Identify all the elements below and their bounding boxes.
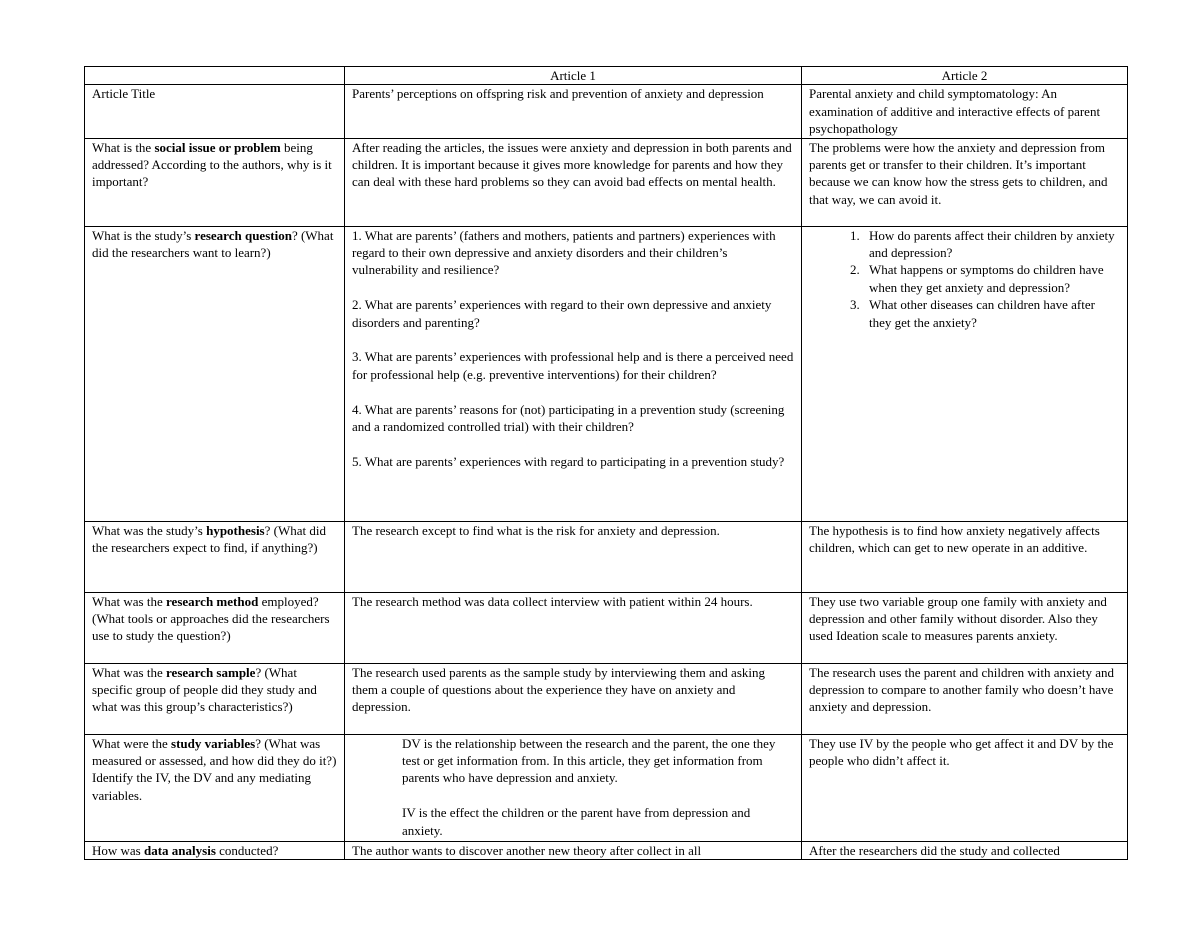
list-item: 3. What other diseases can children have after they get the anxiety? xyxy=(863,296,1120,331)
row-label: What was the research sample? (What specific group of people did they study and what was this group’s characteristics?) xyxy=(85,663,345,734)
article-comparison-table xyxy=(84,66,1128,860)
row-label: What were the study variables? (What was measured or assessed, and how did they do it?) Identify the IV, the DV and any mediating variables. xyxy=(85,734,345,841)
article-1-cell xyxy=(345,226,802,521)
article-1-cell: After reading the articles, the issues were anxiety and depression in both parents and children. It is important because it gives more knowledge for parents and how they can deal with these hard problems so they can avoid bad effects on mental health. xyxy=(345,138,802,226)
table-row-research-method xyxy=(85,592,1128,663)
table-row-study-variables xyxy=(85,734,1128,841)
article-1-cell: The research used parents as the sample study by interviewing them and asking them a couple of questions about the experience they have on anxiety and depression. xyxy=(345,663,802,734)
variable-paragraph: DV is the relationship between the research and the parent, the one they test or get information from. In this article, they get information from parents who have depression and anxiety. xyxy=(402,735,776,786)
article-2-cell: Parental anxiety and child symptomatology: An examination of additive and interactive effects of parent psychopathology xyxy=(802,85,1128,138)
article-1-cell: The research method was data collect interview with patient within 24 hours. xyxy=(345,592,802,663)
header-article-1: Article 1 xyxy=(345,67,802,85)
article-1-cell: Parents’ perceptions on offspring risk and prevention of anxiety and depression xyxy=(345,85,802,138)
question-list xyxy=(809,227,1120,331)
question-paragraph: 4. What are parents’ reasons for (not) participating in a prevention study (screening and a randomized controlled trial) with their children? xyxy=(352,401,785,435)
variable-paragraph: IV is the effect the children or the parent have from depression and anxiety. xyxy=(402,805,751,838)
article-2-cell: They use two variable group one family with anxiety and depression and other family without disorder. Also they used Ideation scale to measures parents anxiety. xyxy=(802,592,1128,663)
row-label: What is the study’s research question? (What did the researchers want to learn?) xyxy=(85,226,345,521)
article-1-cell: The research except to find what is the risk for anxiety and depression. xyxy=(345,521,802,592)
table-row-research-sample xyxy=(85,663,1128,734)
header-empty-cell xyxy=(85,67,345,85)
question-paragraph: 1. What are parents’ (fathers and mothers, patients and partners) experiences with regard to their own depressive and anxiety disorders and their children’s vulnerability and resilience? xyxy=(352,227,776,278)
table-row-hypothesis xyxy=(85,521,1128,592)
row-label: What is the social issue or problem being addressed? According to the authors, why is it important? xyxy=(85,138,345,226)
table-row-research-question xyxy=(85,226,1128,521)
row-label: What was the study’s hypothesis? (What did the researchers expect to find, if anything?) xyxy=(85,521,345,592)
question-paragraph: 5. What are parents’ experiences with regard to participating in a prevention study? xyxy=(352,453,785,469)
article-2-cell: The hypothesis is to find how anxiety negatively affects children, which can get to new operate in an additive. xyxy=(802,521,1128,592)
row-label: Article Title xyxy=(85,85,345,138)
table-row-social-issue xyxy=(85,138,1128,226)
question-paragraph: 2. What are parents’ experiences with regard to their own depressive and anxiety disorders and parenting? xyxy=(352,297,772,330)
article-2-cell: The problems were how the anxiety and depression from parents get or transfer to their children. It’s important because we can know how the stress gets to children, and that way, we can avoid it. xyxy=(802,138,1128,226)
list-item: 1. How do parents affect their children by anxiety and depression? xyxy=(863,227,1120,262)
row-label: How was data analysis conducted? xyxy=(85,841,345,859)
article-2-cell: They use IV by the people who get affect it and DV by the people who didn’t affect it. xyxy=(802,734,1128,841)
row-label: What was the research method employed? (What tools or approaches did the researchers use to study the question?) xyxy=(85,592,345,663)
table-row-article-title xyxy=(85,85,1128,138)
question-paragraph: 3. What are parents’ experiences with professional help and is there a perceived need for professional help (e.g. preventive interventions) for their children? xyxy=(352,349,794,382)
table-row-data-analysis xyxy=(85,841,1128,859)
article-1-cell: The author wants to discover another new theory after collect in all xyxy=(345,841,802,859)
header-article-2: Article 2 xyxy=(802,67,1128,85)
article-2-cell xyxy=(802,226,1128,521)
article-1-cell xyxy=(345,734,802,841)
article-2-cell: The research uses the parent and children with anxiety and depression to compare to another family who doesn’t have anxiety and depression. xyxy=(802,663,1128,734)
header-row xyxy=(85,67,1128,85)
list-item: 2. What happens or symptoms do children have when they get anxiety and depression? xyxy=(863,261,1120,296)
article-2-cell: After the researchers did the study and collected xyxy=(802,841,1128,859)
